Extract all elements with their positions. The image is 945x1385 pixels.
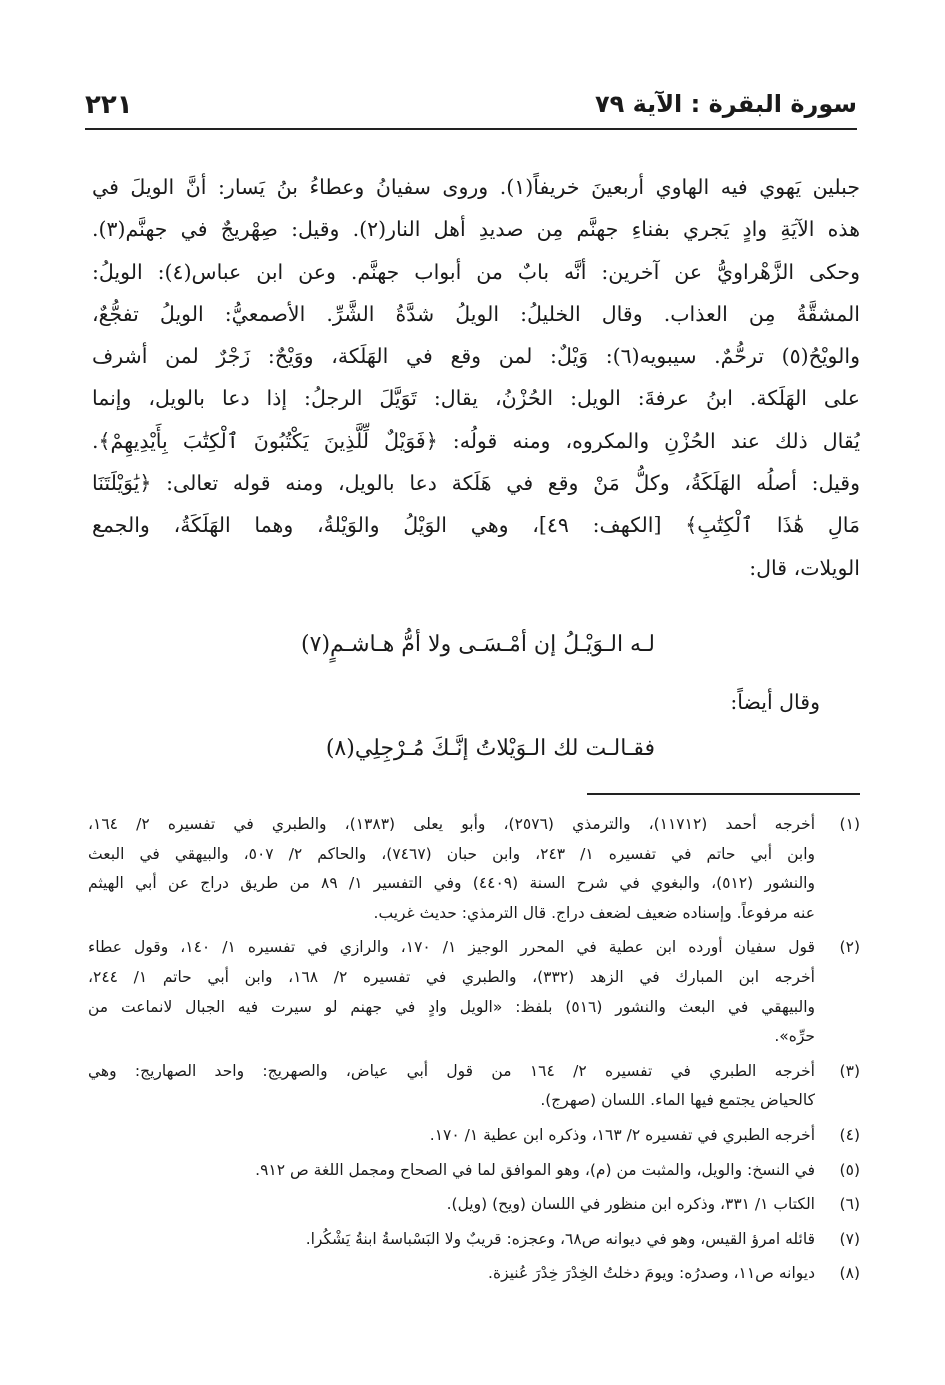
footnote-number: (٧) xyxy=(839,1229,860,1248)
footnote xyxy=(88,1156,860,1186)
footnote-line: حرِّه». xyxy=(774,1027,815,1046)
text-line: الويلات، قال: xyxy=(749,555,860,580)
text-line: هذه الآيَةِ وادٍ يَجري بفناءِ جهنَّم مِن صديدِ أهل النار(٢). وقيل: صِهْريجٌ في جهنَّم(٣). xyxy=(92,217,860,242)
footnote xyxy=(88,1225,860,1255)
surah-title: سورة البقرة : الآية ٧٩ xyxy=(594,90,857,118)
text-line: على الهَلَكة. ابنُ عرفةَ: الويل: الحُزْنُ، يقال: تَوَيَّلَ الرجلُ: إذا دعا بالويل، وإنما xyxy=(92,386,860,411)
footnote-line: في النسخ: والويل، والمثبت من (م)، وهو الموافق لما في الصحاح ومجمل اللغة ص ٩١٢. xyxy=(255,1160,815,1179)
footnote-number: (٦) xyxy=(839,1195,860,1214)
text-line: وحكى الزَّهْراويُّ عن آخرين: أنَّه بابٌ من أبواب جهنَّم. وعن ابن عباس(٤): الويلُ: xyxy=(92,259,860,284)
footnote-line: والبيهقي في البعث والنشور (٥١٦) بلفظ: «الويل وادٍ في جهنم لو سيرت فيه الجبال لانماعت من xyxy=(88,997,815,1016)
footnote-number: (٨) xyxy=(839,1264,860,1283)
footnotes xyxy=(88,810,860,1294)
footnote-number: (١) xyxy=(839,815,860,833)
footnote-divider xyxy=(587,793,860,795)
footnote xyxy=(88,810,860,928)
footnote-number: (٢) xyxy=(839,938,860,957)
text-line: جبلين يَهوي فيه الهاوي أربعينَ خريفاً(١). وروى سفيانُ وعطاءُ بنُ يَسار: أنَّ الويلَ في xyxy=(92,175,860,199)
text-line: وقيل: أصلُه الهَلَكَةُ، وكلُّ مَنْ وقع في هَلَكة دعا بالويل، ومنه قوله تعالى: ﴿يَٰوَيْلَتَنَا xyxy=(92,471,860,496)
footnote-line: قول سفيان أورده ابن عطية في المحرر الوجيز ١/ ١٧٠، والرازي في تفسيره ١/ ١٤٠، وقول عطاء xyxy=(88,938,815,957)
footnote-number: (٥) xyxy=(839,1160,860,1179)
footnote-line: ديوانه ص١١، وصدرُه: ويومَ دخلتُ الخِدْرَ خِدْرَ عُنيزة. xyxy=(488,1264,815,1283)
footnote-line: عنه مرفوعاً. وإسناده ضعيف لضعف دراج. قال الترمذي: حديث غريب. xyxy=(373,903,815,922)
footnote-line: قائله امرؤ القيس، وهو في ديوانه ص٦٨، وعجزه: قريبٌ ولا البَسْباسةُ ابنةُ يَشْكُرا. xyxy=(305,1229,815,1248)
footnote-line: أخرجه الطبري في تفسيره ٢/ ١٦٤ من قول أبي عياض، والصهريج: واحد الصهاريج: وهي xyxy=(88,1061,815,1080)
page-header xyxy=(85,88,857,130)
footnote-line: الكتاب ١/ ٣٣١، وذكره ابن منظور في اللسان (ويح) (ويل). xyxy=(446,1195,815,1214)
footnote-line: أخرجه ابن المبارك في الزهد (٣٣٢)، والطبري في تفسيره ٢/ ١٦٨، وابن أبي حاتم ١/ ٢٤٤، xyxy=(88,967,815,986)
footnote xyxy=(88,933,860,1051)
footnote xyxy=(88,1259,860,1289)
footnote-line: والنشور (٥١٢)، والبغوي في شرح السنة (٤٤٠٩) وفي التفسير ١/ ٨٩ من طريق دراج عن أبي الهيثم xyxy=(88,874,815,893)
footnote-line: كالحياض يجتمع فيها الماء. اللسان (صهرج). xyxy=(540,1091,815,1110)
main-text xyxy=(92,166,860,589)
footnote-line: أخرجه أحمد (١١٧١٢)، والترمذي (٢٥٧٦)، وأبو يعلى (١٣٨٣)، والطبري في تفسيره ٢/ ١٦٤، xyxy=(88,815,815,833)
text-line: يُقال ذلك عند الحُزْنِ والمكروه، ومنه قولُه: ﴿فَوَيْلٌ لِّلَّذِينَ يَكْتُبُونَ ٱلْكِتَٰبَ بِأَيْدِيهِمْ﴾. xyxy=(92,428,860,453)
said-also-text: وقال أيضاً: xyxy=(730,690,820,714)
footnote-line: أخرجه الطبري في تفسيره ٢/ ١٦٣، وذكره ابن عطية ١/ ١٧٠. xyxy=(429,1125,815,1144)
footnote-number: (٣) xyxy=(839,1061,860,1080)
poetry-verse-1: لـه الـوَيْـلُ إن أمْـسَـى ولا أمُّ هـاشـمٍ(٧) xyxy=(301,632,655,657)
footnote-number: (٤) xyxy=(839,1125,860,1144)
text-line: والويْحُ(٥) ترحُّمٌ. سيبويه(٦): وَيْلٌ: لمن وقع في الهَلَكة، ووَيْحٌ: زَجْرٌ لمن أشرف xyxy=(92,344,860,369)
text-line: المشقَّةُ مِن العذاب. وقال الخليلُ: الويلُ شدَّةُ الشَّرِّ. الأصمعيُّ: الويلُ تفجُّعٌ، xyxy=(92,301,860,326)
footnote xyxy=(88,1121,860,1151)
poetry-verse-2: فقـالـت لك الـوَيْلاتُ إنَّـكَ مُـرْجِلِي(٨) xyxy=(325,736,655,761)
footnote xyxy=(88,1190,860,1220)
text-line: مَالِ هَٰذَا ٱلْكِتَٰبِ﴾ [الكهف: ٤٩]، وهي الوَيْلُ والوَيْلةُ، وهما الهَلَكَةُ، والجمع xyxy=(92,513,860,538)
page-number: ٢٢١ xyxy=(85,90,133,120)
footnote xyxy=(88,1057,860,1116)
footnote-line: وابن أبي حاتم في تفسيره ١/ ٢٤٣، وابن حبان (٧٤٦٧)، والحاكم ٢/ ٥٠٧، والبيهقي في البعث xyxy=(88,844,815,863)
